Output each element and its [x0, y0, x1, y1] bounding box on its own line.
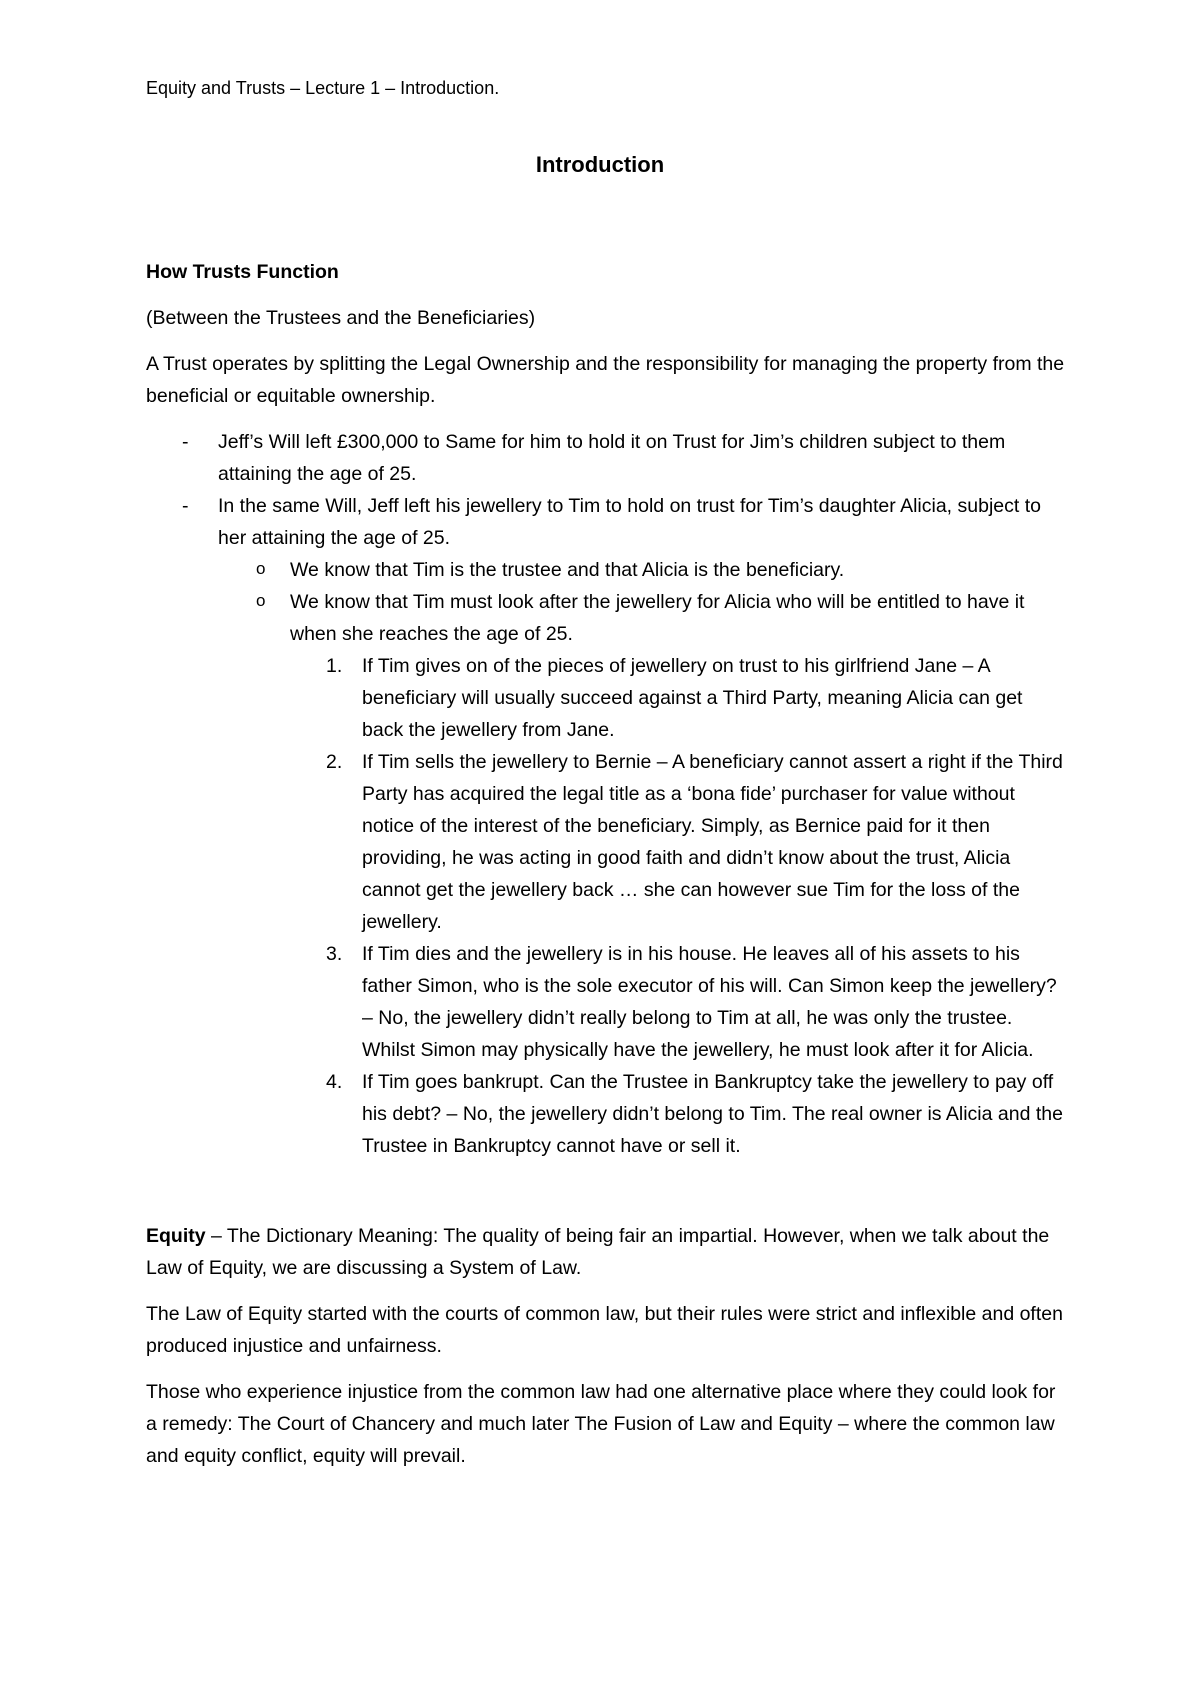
list-item — [326, 746, 1066, 938]
page-title: Introduction — [535, 152, 665, 177]
section-heading-how-trusts-function: How Trusts Function — [146, 261, 339, 283]
list-item — [182, 490, 1066, 1162]
dash-bullet-icon: - — [182, 495, 189, 517]
equity-paragraph-chancery: Those who experience injustice from the common law had one alternative place where they could look for a remedy: The Court of Chancery and much later The Fusion of Law and Equity – where the common law and equity conflict, equity will prevail. — [146, 1381, 1056, 1467]
list-item-text: We know that Tim is the trustee and that Alicia is the beneficiary. — [290, 559, 845, 581]
intro-paragraph: A Trust operates by splitting the Legal Ownership and the responsibility for managing the property from the beneficial or equitable ownership. — [146, 353, 1065, 407]
list-item — [256, 586, 1066, 1162]
list-number: 2. — [326, 751, 343, 773]
section-subheading: (Between the Trustees and the Beneficiaries) — [146, 307, 536, 329]
page-header: Equity and Trusts – Lecture 1 – Introduction. — [146, 78, 500, 98]
equity-term: Equity — [146, 1225, 206, 1247]
numbered-list — [290, 650, 1066, 1162]
list-item-text: In the same Will, Jeff left his jewellery to Tim to hold on trust for Tim’s daughter Alicia, subject to her attaining the age of 25. — [218, 495, 1041, 549]
equity-paragraph-common-law: The Law of Equity started with the courts of common law, but their rules were strict and inflexible and often produced injustice and unfairness. — [146, 1303, 1063, 1357]
equity-definition: – The Dictionary Meaning: The quality of being fair an impartial. However, when we talk about the Law of Equity, we are discussing a System of Law. — [146, 1225, 1050, 1279]
list-item-text: If Tim sells the jewellery to Bernie – A beneficiary cannot assert a right if the Third Party has acquired the legal title as a ‘bona fide’ purchaser for value without notice of the interest of the beneficiary. Simply, as Bernice paid for it then providing, he was acting in good faith and didn’t know about the trust, Alicia cannot get the jewellery back … she can however sue Tim for the loss of the jewellery. — [362, 751, 1063, 933]
list-item — [256, 554, 1066, 586]
section-spacer — [146, 1162, 1066, 1220]
list-item-text: If Tim goes bankrupt. Can the Trustee in Bankruptcy take the jewellery to pay off his debt? – No, the jewellery didn’t belong to Tim. The real owner is Alicia and the Trustee in Bankruptcy cannot have or sell it. — [362, 1071, 1063, 1157]
list-item-text: Jeff’s Will left £300,000 to Same for him to hold it on Trust for Jim’s children subject to them attaining the age of 25. — [218, 431, 1006, 485]
list-number: 1. — [326, 655, 343, 677]
list-item-text: If Tim dies and the jewellery is in his house. He leaves all of his assets to his father Simon, who is the sole executor of his will. Can Simon keep the jewellery? – No, the jewellery didn’t really belong to Tim at all, he was only the trustee. Whilst Simon may physically have the jewellery, he must look after it for Alicia. — [362, 943, 1057, 1061]
circle-bullet-icon: o — [256, 559, 266, 578]
circle-bullet-icon: o — [256, 591, 266, 610]
list-item — [182, 426, 1066, 490]
list-item-text: We know that Tim must look after the jewellery for Alicia who will be entitled to have it when she reaches the age of 25. — [290, 591, 1025, 645]
dash-list — [146, 426, 1066, 1162]
list-number: 3. — [326, 943, 343, 965]
list-item — [326, 938, 1066, 1066]
list-item — [326, 1066, 1066, 1162]
sub-list — [218, 554, 1066, 1162]
list-item-text: If Tim gives on of the pieces of jewellery on trust to his girlfriend Jane – A beneficiary will usually succeed against a Third Party, meaning Alicia can get back the jewellery from Jane. — [362, 655, 1023, 741]
equity-definition-paragraph — [146, 1220, 1066, 1284]
list-item — [326, 650, 1066, 746]
list-number: 4. — [326, 1071, 343, 1093]
dash-bullet-icon: - — [182, 431, 189, 453]
document-body — [146, 256, 1066, 1486]
